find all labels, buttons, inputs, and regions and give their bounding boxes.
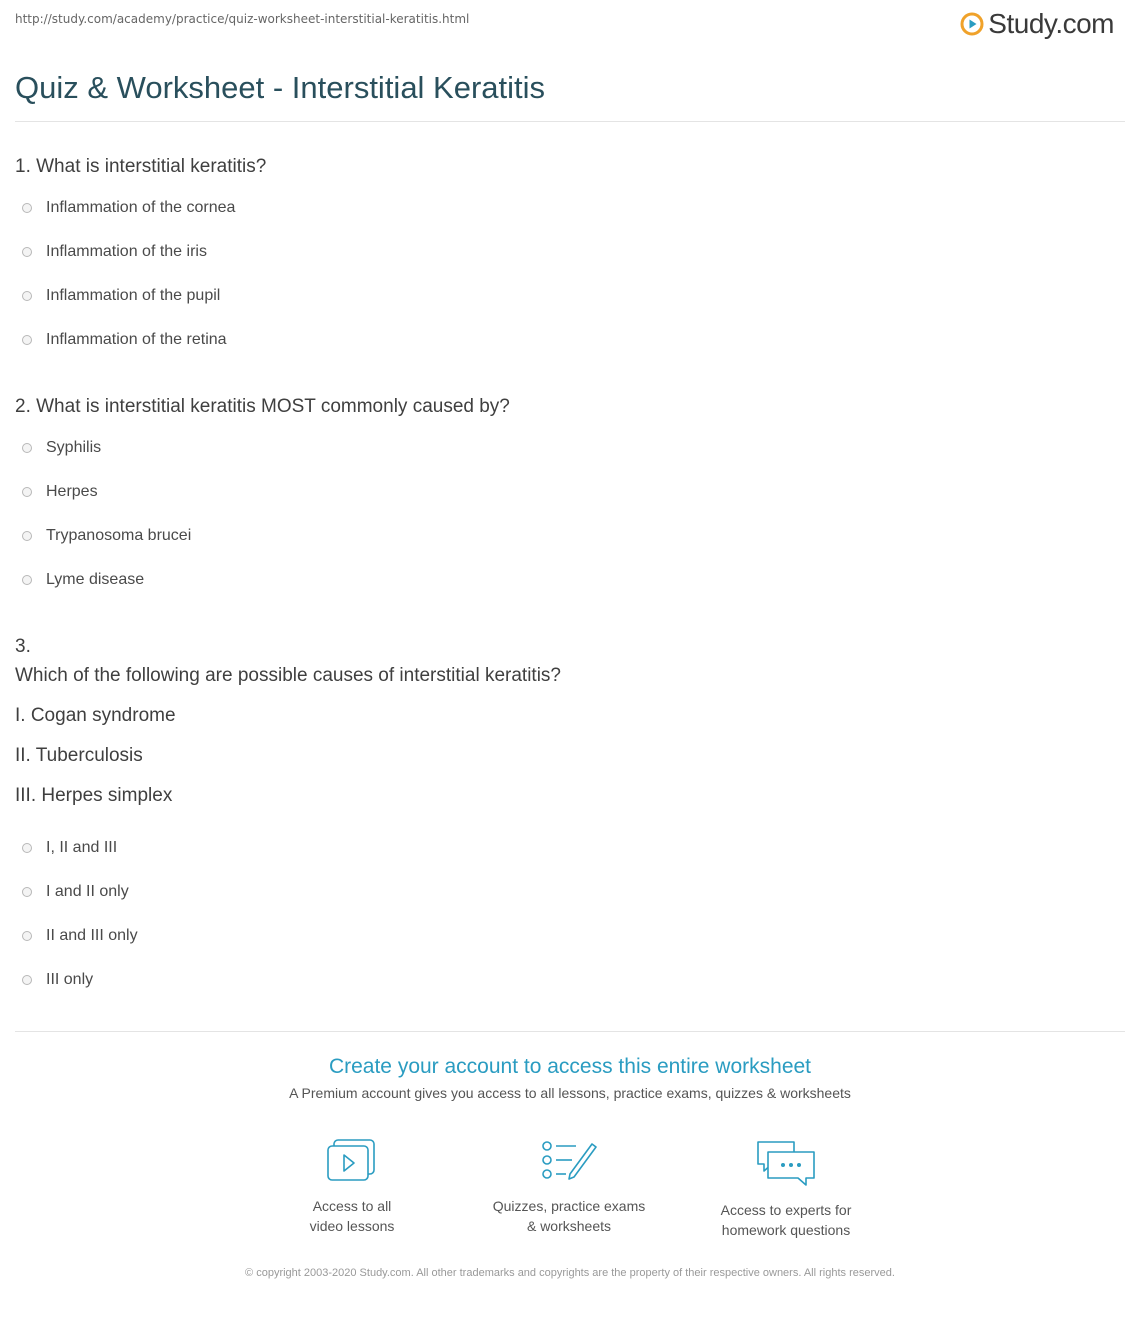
option-label: Syphilis	[46, 439, 102, 456]
cta-divider	[15, 1031, 1125, 1032]
feature-experts	[686, 1138, 886, 1240]
page-title: Quiz & Worksheet - Interstitial Keratitis	[15, 70, 546, 105]
question-3-option[interactable]	[22, 883, 129, 901]
radio-button[interactable]	[22, 335, 32, 345]
play-logo-icon	[960, 12, 984, 36]
question-3-option[interactable]	[22, 927, 138, 945]
question-1-option[interactable]	[22, 331, 227, 349]
option-label: III only	[46, 971, 94, 988]
option-label: II and III only	[46, 927, 138, 944]
cta-title-link[interactable]: Create your account to access this entire worksheet	[328, 1055, 812, 1078]
question-2-option[interactable]	[22, 439, 101, 457]
radio-button[interactable]	[22, 443, 32, 453]
feature-label: Access to all video lessons	[309, 1198, 395, 1234]
radio-button[interactable]	[22, 291, 32, 301]
option-label: Inflammation of the pupil	[46, 287, 221, 304]
option-label: I, II and III	[46, 839, 118, 856]
question-3-statement: I. Cogan syndrome	[15, 705, 176, 726]
question-3-statement: III. Herpes simplex	[15, 785, 173, 806]
logo-text: Study.com	[988, 8, 1114, 39]
question-3-number: 3.	[15, 636, 31, 657]
question-3-heading: Which of the following are possible causes of interstitial keratitis?	[15, 665, 561, 686]
question-2-option[interactable]	[22, 527, 191, 545]
feature-video-lessons	[252, 1138, 452, 1236]
radio-button[interactable]	[22, 887, 32, 897]
radio-button[interactable]	[22, 843, 32, 853]
radio-button[interactable]	[22, 487, 32, 497]
chat-bubbles-icon	[754, 1138, 818, 1188]
feature-quizzes	[469, 1138, 669, 1236]
radio-button[interactable]	[22, 975, 32, 985]
option-label: Lyme disease	[46, 571, 145, 588]
question-3-statement: II. Tuberculosis	[15, 745, 143, 766]
option-label: Inflammation of the retina	[46, 331, 227, 348]
cta-subtitle: A Premium account gives you access to all lessons, practice exams, quizzes & worksheets	[289, 1085, 851, 1101]
radio-button[interactable]	[22, 531, 32, 541]
option-label: Inflammation of the iris	[46, 243, 207, 260]
option-label: Trypanosoma brucei	[46, 527, 192, 544]
page-url: http://study.com/academy/practice/quiz-worksheet-interstitial-keratitis.html	[15, 12, 470, 26]
radio-button[interactable]	[22, 203, 32, 213]
question-2-heading: 2. What is interstitial keratitis MOST commonly caused by?	[15, 396, 510, 417]
option-label: Inflammation of the cornea	[46, 199, 236, 216]
option-label: Herpes	[46, 483, 98, 500]
quiz-checklist-icon	[540, 1138, 598, 1184]
question-1-option[interactable]	[22, 243, 207, 261]
question-2-option[interactable]	[22, 483, 98, 501]
radio-button[interactable]	[22, 247, 32, 257]
question-3-option[interactable]	[22, 839, 117, 857]
question-3-option[interactable]	[22, 971, 93, 989]
video-lessons-icon	[326, 1138, 378, 1184]
radio-button[interactable]	[22, 575, 32, 585]
footer-copyright: © copyright 2003-2020 Study.com. All other trademarks and copyrights are the property of their respective owners. All rights reserved.	[245, 1267, 895, 1279]
radio-button[interactable]	[22, 931, 32, 941]
option-label: I and II only	[46, 883, 129, 900]
question-2-option[interactable]	[22, 571, 144, 589]
question-1-heading: 1. What is interstitial keratitis?	[15, 156, 267, 177]
feature-label: Quizzes, practice exams & worksheets	[492, 1198, 646, 1234]
question-1-option[interactable]	[22, 199, 235, 217]
feature-label: Access to experts for homework questions	[720, 1202, 852, 1238]
study-logo[interactable]	[960, 8, 1114, 40]
title-divider	[15, 121, 1125, 122]
question-1-option[interactable]	[22, 287, 220, 305]
